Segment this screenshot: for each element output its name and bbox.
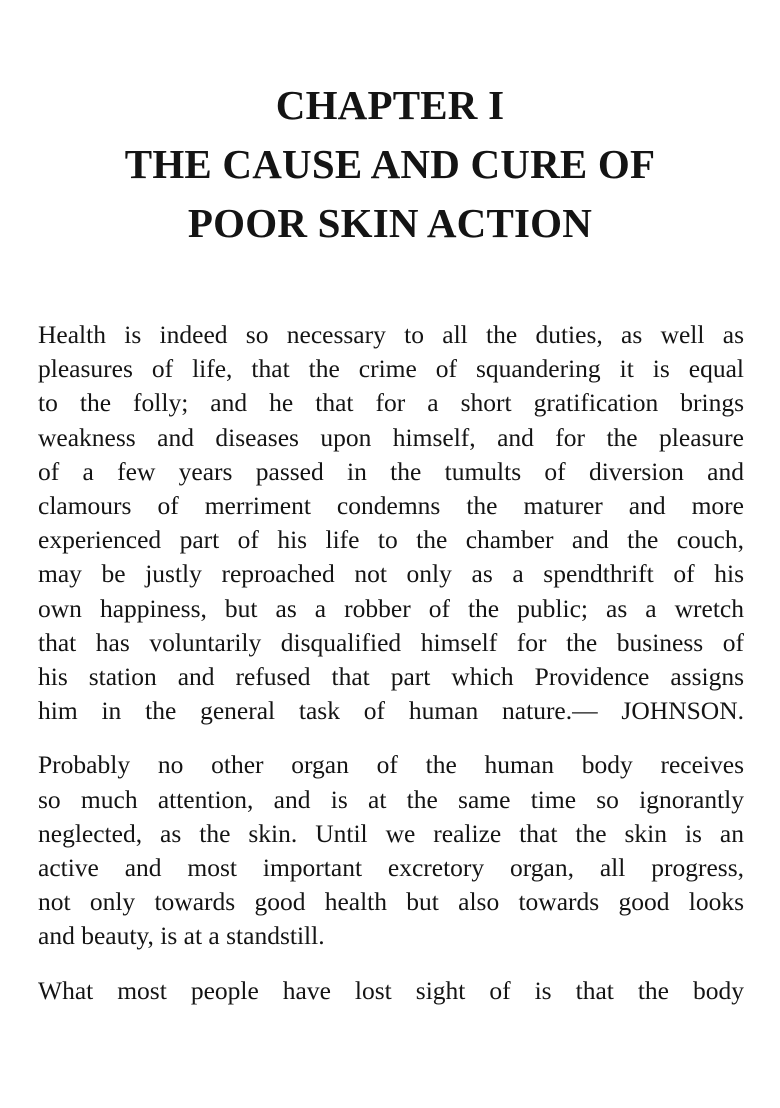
text-line: not only towards good health but also towards good looks xyxy=(38,887,744,917)
paragraph-continuation xyxy=(38,974,744,1008)
body-text xyxy=(38,318,744,1028)
text-line: so much attention, and is at the same time so ignorantly xyxy=(38,784,744,814)
chapter-heading xyxy=(0,76,780,253)
chapter-number: CHAPTER I xyxy=(275,82,505,128)
text-line: of a few years passed in the tumults of diversion and xyxy=(38,456,744,486)
text-line: active and most important excretory organ, all progress, xyxy=(38,853,744,883)
text-line: own happiness, but as a robber of the public; as a wretch xyxy=(38,593,744,623)
text-line: his station and refused that part which Providence assigns xyxy=(38,662,744,692)
text-line: weakness and diseases upon himself, and for the pleasure xyxy=(38,422,744,452)
paragraph-skin-organ xyxy=(38,748,744,953)
text-line: clamours of merriment condemns the maturer and more xyxy=(38,491,744,521)
text-line: experienced part of his life to the chamber and the couch, xyxy=(38,525,744,555)
text-line: that has voluntarily disqualified himself for the business of xyxy=(38,627,744,657)
text-line: neglected, as the skin. Until we realize that the skin is an xyxy=(38,818,744,848)
text-line: Health is indeed so necessary to all the duties, as well as xyxy=(38,320,744,349)
text-line: What most people have lost sight of is that the body xyxy=(38,975,744,1005)
text-line: him in the general task of human nature.— JOHNSON. xyxy=(38,696,744,726)
chapter-title-line-2: POOR SKIN ACTION xyxy=(187,200,593,246)
chapter-title-line-1: THE CAUSE AND CURE OF xyxy=(124,141,656,187)
text-line: to the folly; and he that for a short gratification brings xyxy=(38,388,744,418)
text-line: pleasures of life, that the crime of squandering it is equal xyxy=(38,354,744,384)
text-line: and beauty, is at a standstill. xyxy=(38,921,325,951)
paragraph-epigraph xyxy=(38,318,744,728)
text-line: Probably no other organ of the human body receives xyxy=(38,750,744,780)
text-line: may be justly reproached not only as a spendthrift of his xyxy=(38,559,744,589)
